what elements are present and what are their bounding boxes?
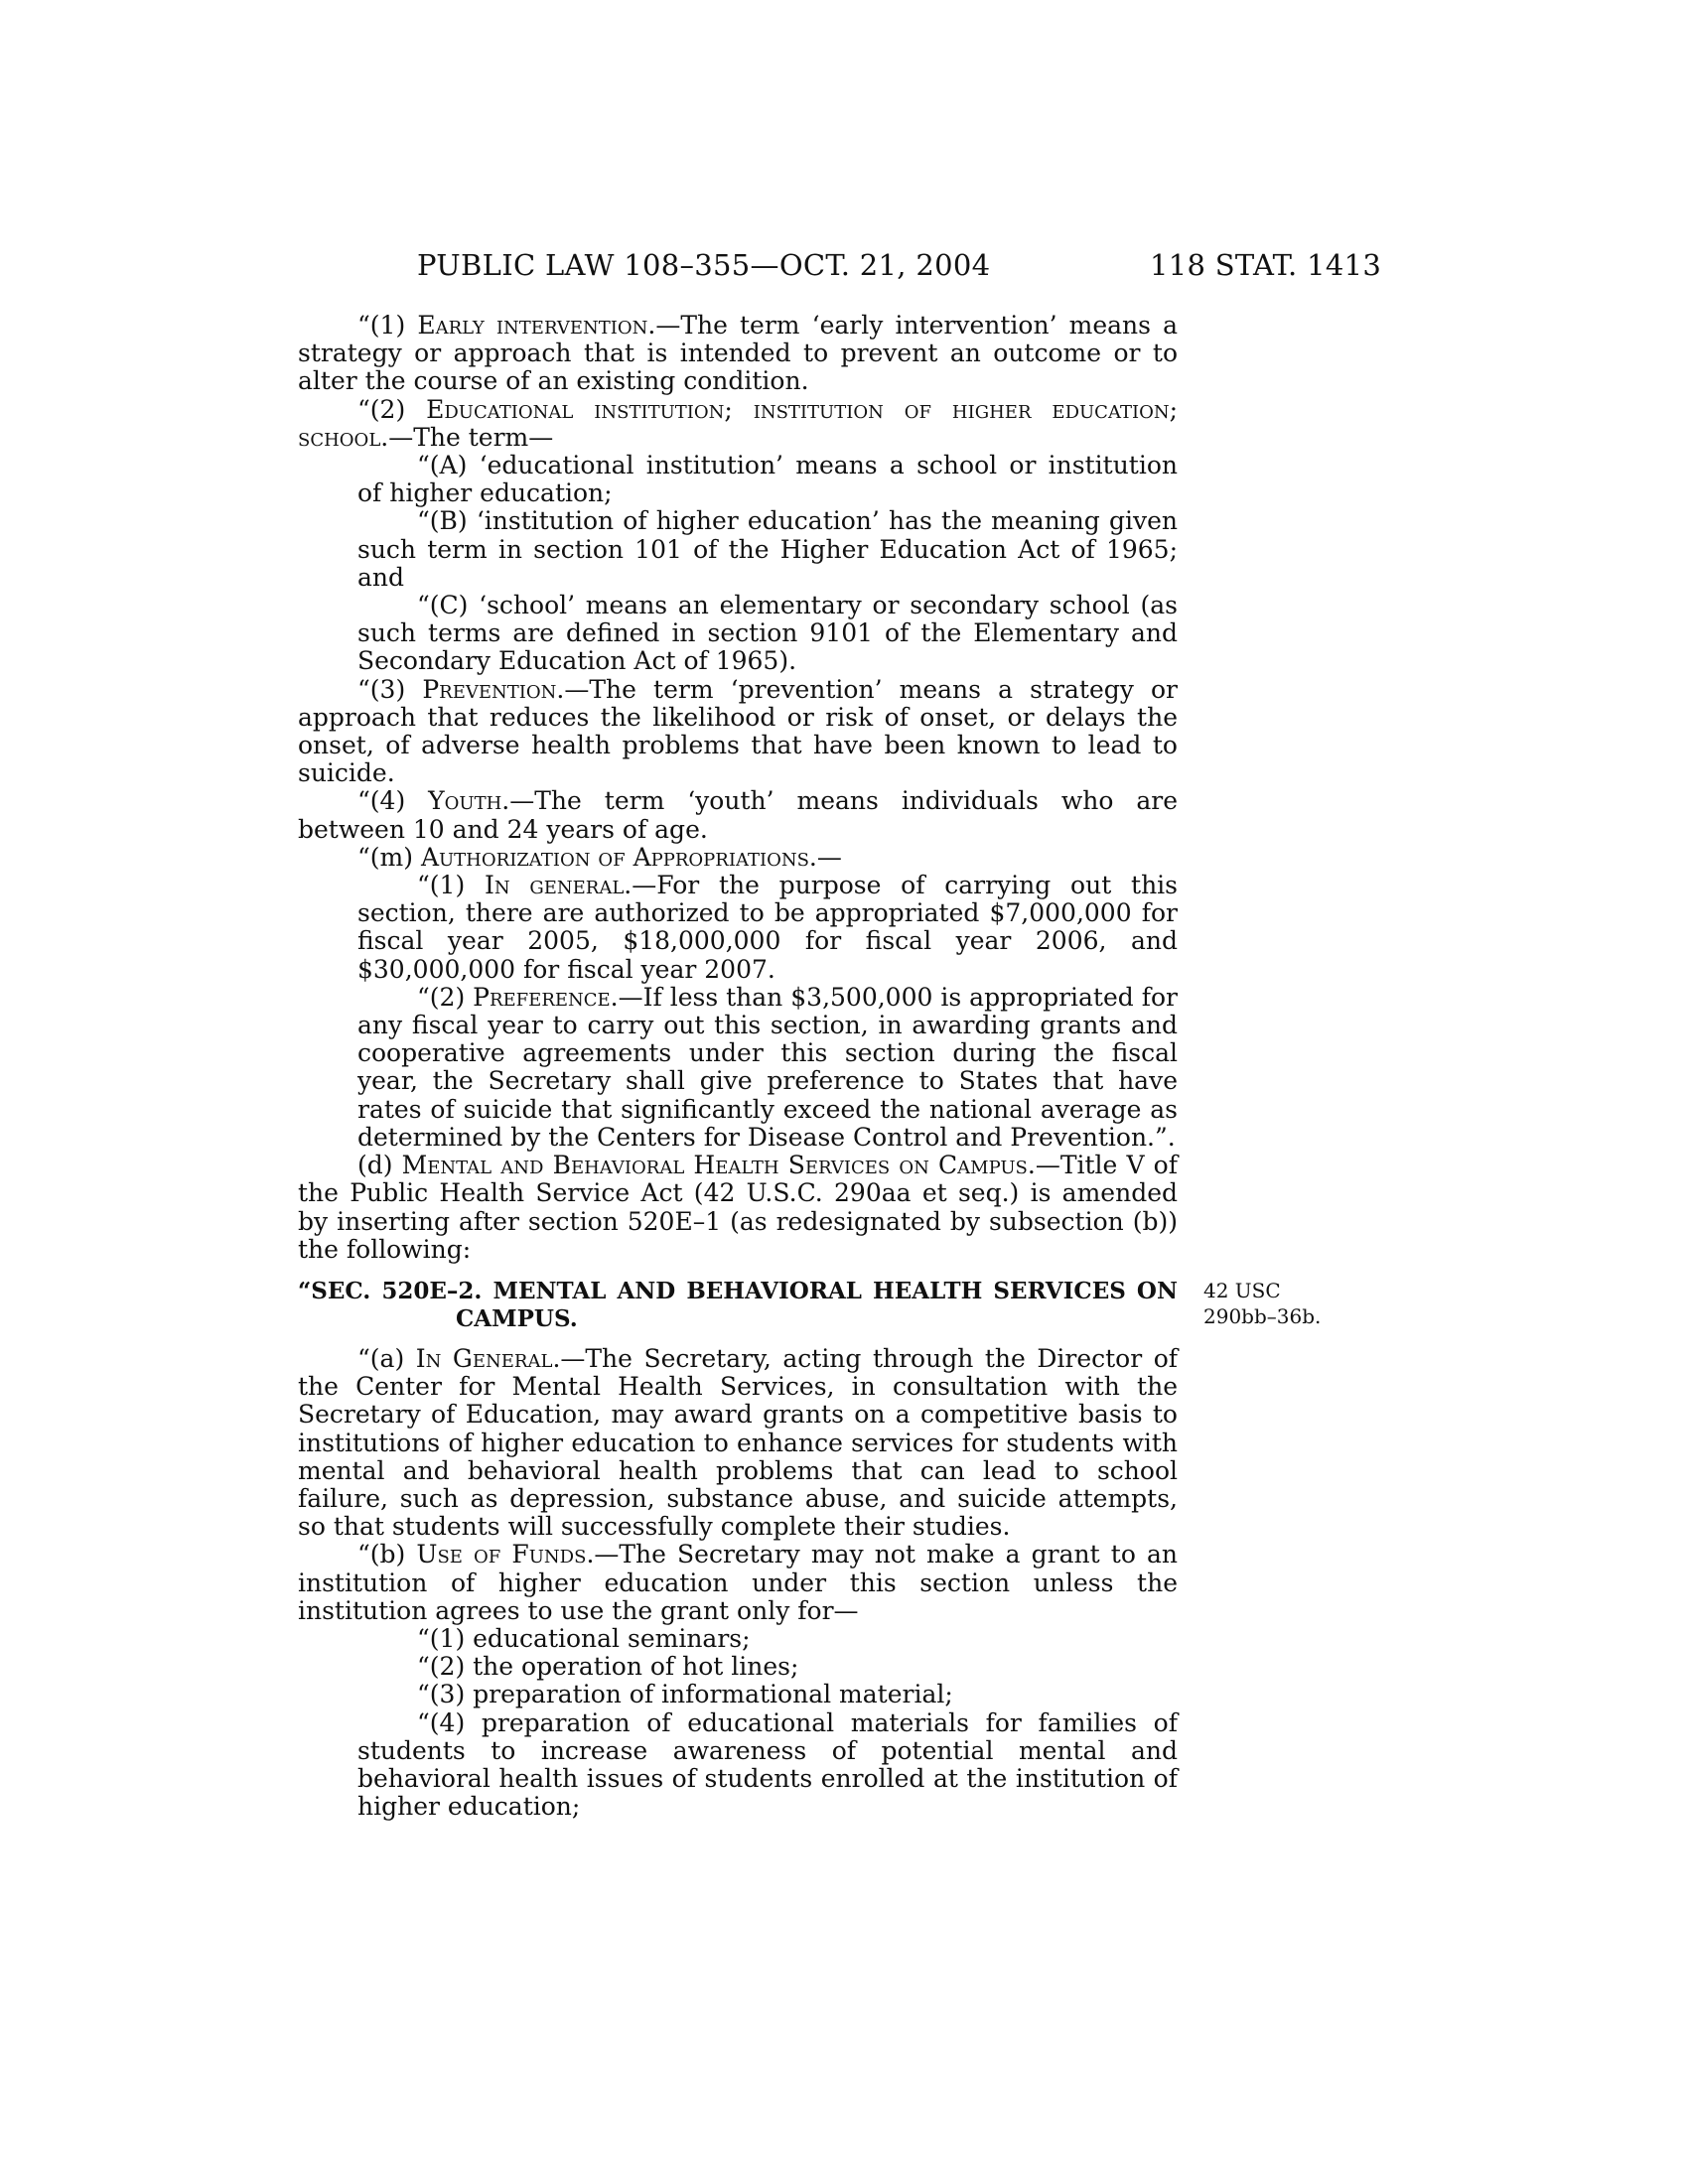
paragraph-text: .—The term ‘prevention’ means a strategy or approach that reduces the likelihood or risk of onset, or delays the onset, of adverse health problems that have been known to lead to suicide. <box>298 674 1179 788</box>
subparagraph-a: “(A) ‘educational institution’ means a school or institution of higher education; <box>357 451 1178 508</box>
paragraph-prefix: “(a) <box>357 1343 416 1373</box>
subsection-authorization <box>298 844 1178 872</box>
paragraph-prefix: “(2) <box>417 982 474 1012</box>
paragraph-in-general-m1 <box>298 872 1178 984</box>
paragraph-text: .—If less than $3,500,000 is appropriated for any fiscal year to carry out this section, in awarding grants and cooperative agreements under this section during the fiscal year, the Secretary shall give preference to States that have rates of suicide that significantly exceed the national average as determined by the Centers for Disease Control and Prevention.”. <box>357 982 1178 1152</box>
paragraph-early-intervention <box>298 312 1178 396</box>
paragraph-heading: In General <box>415 1343 553 1373</box>
paragraph-heading: Use of Funds <box>416 1540 587 1570</box>
list-item-b2: “(2) the operation of hot lines; <box>417 1652 799 1682</box>
paragraph-prefix: “(2) <box>357 394 427 424</box>
running-head: PUBLIC LAW 108–355—OCT. 21, 2004 <box>417 248 991 282</box>
page-header <box>0 248 1688 288</box>
subparagraph-b: “(B) ‘institution of higher education’ has the meaning given such term in section 101 of the Higher Education Act of 1965; and <box>357 506 1178 592</box>
paragraph-heading: Preference <box>473 982 611 1012</box>
paragraph-heading: Educational institution; institution of higher education; school <box>298 394 1179 452</box>
paragraph-text: .—The Secretary may not make a grant to an institution of higher education under this section unless the institution agrees to use the grant only for— <box>298 1540 1178 1625</box>
subsection-b-use-of-funds <box>298 1541 1178 1625</box>
paragraph-prevention <box>298 676 1178 788</box>
margin-citation-line: 290bb–36b. <box>1203 1303 1322 1328</box>
paragraph-heading: Early intervention <box>417 311 648 340</box>
margin-citation-line: 42 USC <box>1203 1278 1281 1302</box>
subsection-d <box>298 1152 1178 1264</box>
paragraph-text: .—Title V of the Public Health Service Act (42 U.S.C. 290aa et seq.) is amended by inserting after section 520E–1 (as redesignated by subsection (b)) the following: <box>298 1151 1178 1264</box>
section-heading-block <box>298 1277 1322 1333</box>
paragraph-heading: In general <box>484 871 625 900</box>
paragraph-prefix: “(4) <box>357 786 429 816</box>
paragraph-prefix: “(3) <box>357 674 423 704</box>
list-item-b4: “(4) preparation of educational materials for families of students to increase awareness of potential mental and behavioral health issues of students enrolled at the institution of higher education; <box>357 1707 1178 1822</box>
paragraph-heading: Mental and Behavioral Health Services on Campus <box>401 1151 1028 1180</box>
paragraph-text: .—For the purpose of carrying out this section, there are authorized to be appropriated $7,000,000 for fiscal year 2005, $18,000,000 for fiscal year 2006, and $30,000,000 for fiscal year 2007. <box>357 871 1178 984</box>
paragraph-prefix: (d) <box>357 1151 402 1180</box>
paragraph-youth <box>298 787 1178 843</box>
page-number: 118 STAT. 1413 <box>1150 248 1382 282</box>
list-item-b3: “(3) preparation of informational material; <box>417 1680 953 1709</box>
paragraph-heading: Prevention <box>422 674 557 704</box>
paragraph-text: .—The Secretary, acting through the Director of the Center for Mental Health Services, in consultation with the Secretary of Education, may award grants on a competitive basis to institutions of higher education to enhance services for students with mental and behavioral health problems that can lead to school failure, such as depression, substance abuse, and suicide attempts, so that students will successfully complete their studies. <box>298 1343 1179 1542</box>
paragraph-prefix: “(1) <box>357 311 418 340</box>
paragraph-prefix: “(m) <box>357 842 421 872</box>
paragraph-prefix: “(b) <box>357 1540 417 1570</box>
subsection-a-in-general <box>298 1345 1178 1541</box>
paragraph-educational-institution <box>298 396 1178 452</box>
paragraph-heading: Authorization of Appropriations <box>420 842 809 872</box>
paragraph-text: .—The term ‘youth’ means individuals who are between 10 and 24 years of age. <box>298 786 1178 844</box>
document-body <box>298 311 1322 1822</box>
paragraph-prefix: “(1) <box>417 871 485 900</box>
list-item-b1: “(1) educational seminars; <box>417 1623 751 1653</box>
paragraph-text: .—The term ‘early intervention’ means a strategy or approach that is intended to prevent an outcome or to alter the course of an existing condition. <box>298 311 1179 396</box>
section-heading: “SEC. 520E–2. MENTAL AND BEHAVIORAL HEALTH SERVICES ON CAMPUS. <box>298 1277 1178 1332</box>
paragraph-preference <box>298 984 1178 1152</box>
paragraph-text: .—The term— <box>380 422 554 452</box>
paragraph-heading: Youth <box>428 786 502 816</box>
paragraph-text: .— <box>808 842 842 872</box>
margin-citation <box>1203 1278 1323 1329</box>
subparagraph-c: “(C) ‘school’ means an elementary or secondary school (as such terms are defined in section 9101 of the Elementary and Secondary Education Act of 1965). <box>357 591 1178 676</box>
